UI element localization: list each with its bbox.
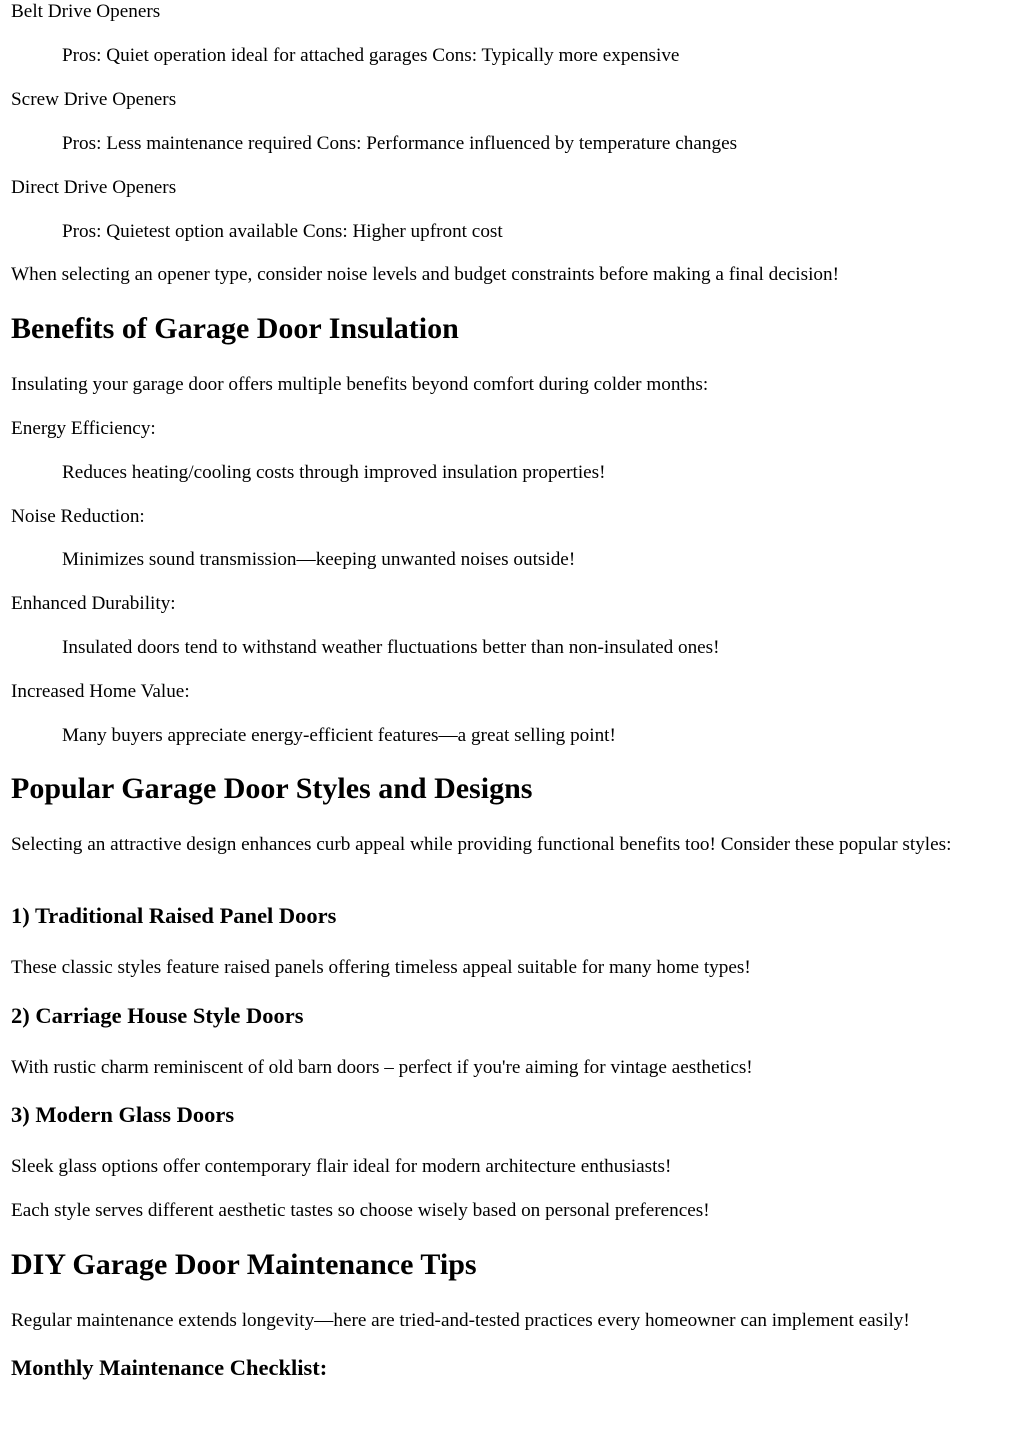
insulation-item-label: Enhanced Durability:	[11, 593, 176, 614]
style-title: 3) Modern Glass Doors	[11, 1102, 235, 1127]
insulation-item-detail: Many buyers appreciate energy-efficient features—a great selling point!	[62, 725, 616, 746]
opener-screw-detail: Pros: Less maintenance required Cons: Performance influenced by temperature changes	[62, 133, 738, 154]
styles-intro: Selecting an attractive design enhances curb appeal while providing functional benefits too! Consider these popular styles:	[11, 834, 952, 855]
insulation-item-detail: Insulated doors tend to withstand weather fluctuations better than non-insulated ones!	[62, 637, 720, 658]
maintenance-intro: Regular maintenance extends longevity—here are tried-and-tested practices every homeowner can implement easily!	[11, 1310, 910, 1331]
insulation-item-detail: Minimizes sound transmission—keeping unwanted noises outside!	[62, 549, 576, 570]
opener-screw-title: Screw Drive Openers	[11, 89, 177, 110]
insulation-intro: Insulating your garage door offers multiple benefits beyond comfort during colder months:	[11, 374, 709, 395]
opener-advice: When selecting an opener type, consider noise levels and budget constraints before making a final decision!	[11, 264, 839, 285]
opener-direct-title: Direct Drive Openers	[11, 177, 177, 198]
opener-belt-detail: Pros: Quiet operation ideal for attached garages Cons: Typically more expensive	[62, 45, 680, 66]
style-text: With rustic charm reminiscent of old barn doors – perfect if you're aiming for vintage aesthetics!	[11, 1057, 753, 1078]
opener-belt-title: Belt Drive Openers	[11, 1, 161, 22]
opener-direct-detail: Pros: Quietest option available Cons: Higher upfront cost	[62, 221, 503, 242]
style-title: 2) Carriage House Style Doors	[11, 1003, 304, 1028]
style-title: 1) Traditional Raised Panel Doors	[11, 903, 337, 928]
maintenance-checklist-title: Monthly Maintenance Checklist:	[11, 1355, 328, 1380]
insulation-heading: Benefits of Garage Door Insulation	[11, 312, 459, 345]
insulation-item-label: Energy Efficiency:	[11, 418, 156, 439]
styles-closing: Each style serves different aesthetic tastes so choose wisely based on personal preferences!	[11, 1200, 710, 1221]
insulation-item-detail: Reduces heating/cooling costs through improved insulation properties!	[62, 462, 606, 483]
insulation-item-label: Noise Reduction:	[11, 506, 145, 527]
style-text: These classic styles feature raised panels offering timeless appeal suitable for many home types!	[11, 957, 751, 978]
styles-heading: Popular Garage Door Styles and Designs	[11, 772, 533, 805]
maintenance-heading: DIY Garage Door Maintenance Tips	[11, 1248, 477, 1281]
style-text: Sleek glass options offer contemporary flair ideal for modern architecture enthusiasts!	[11, 1156, 672, 1177]
insulation-item-label: Increased Home Value:	[11, 681, 190, 702]
